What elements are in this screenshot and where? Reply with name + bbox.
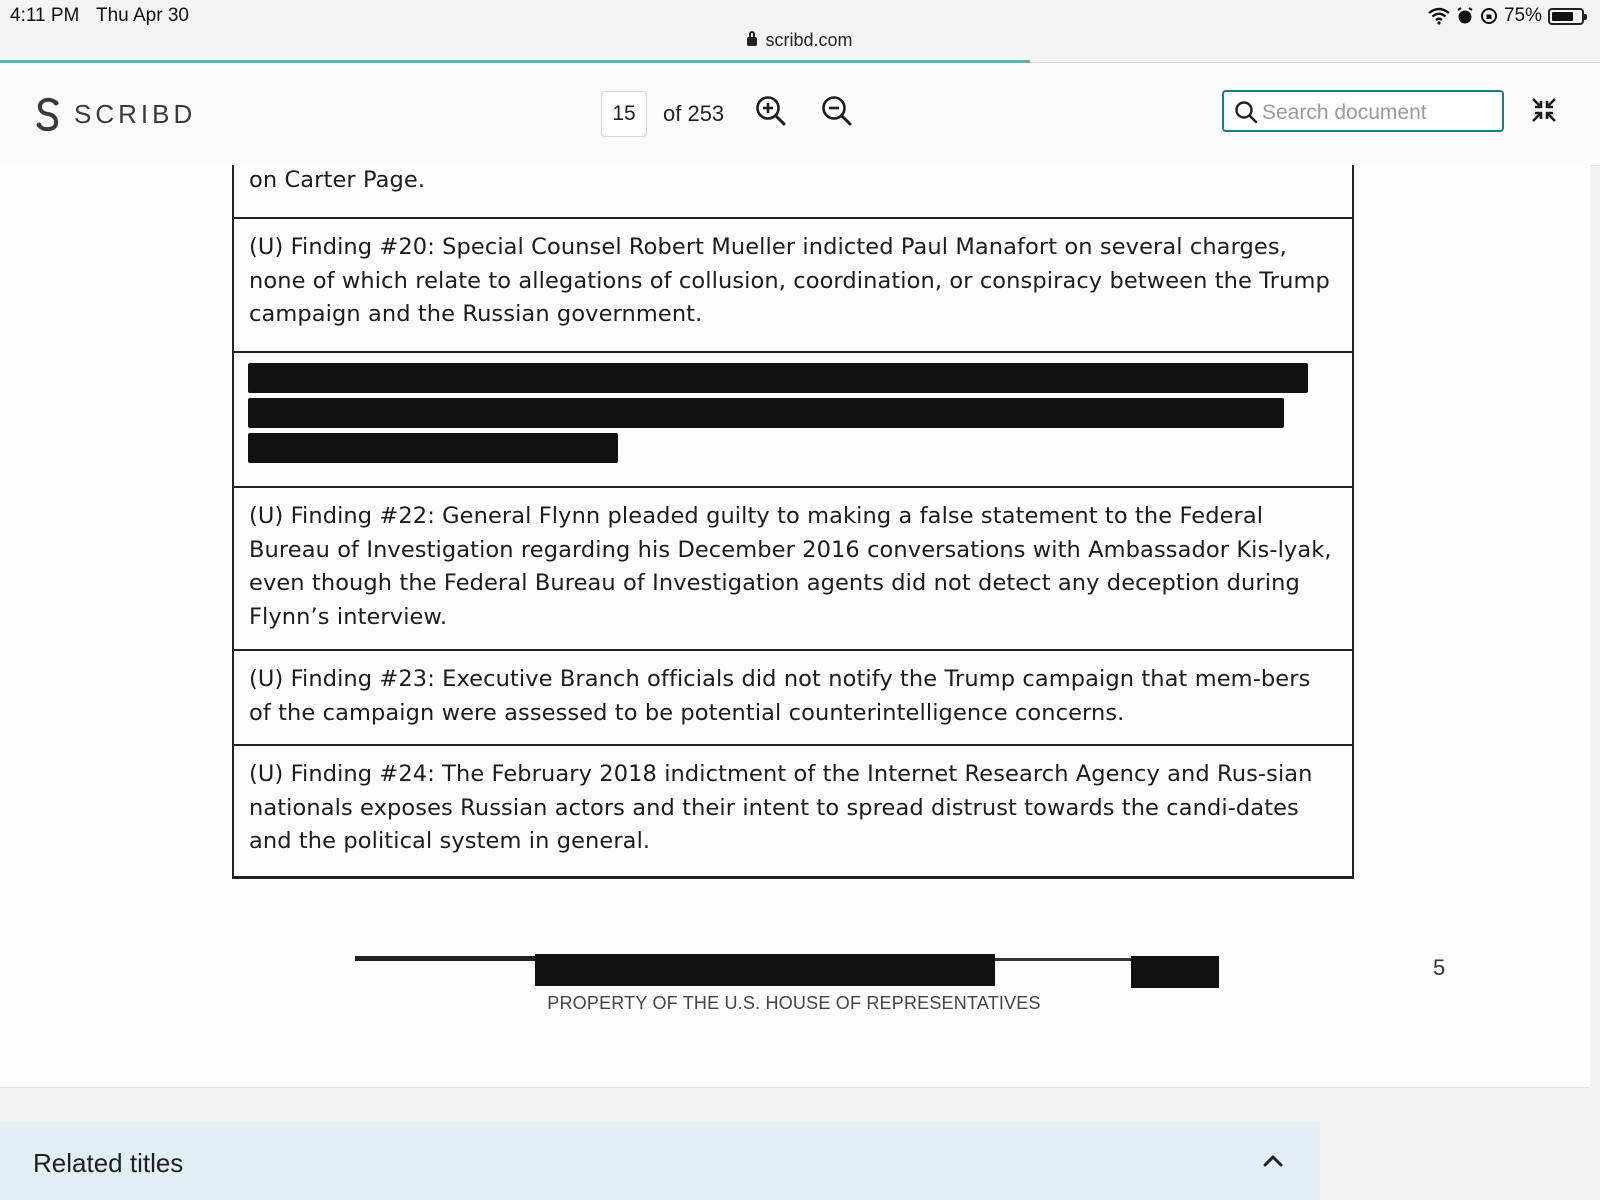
rotation-lock-icon — [1480, 7, 1498, 25]
findings-table — [232, 165, 1354, 879]
table-row — [234, 744, 1352, 876]
wifi-icon — [1428, 7, 1450, 25]
exit-fullscreen-icon[interactable] — [1530, 96, 1558, 124]
url-text: scribd.com — [765, 30, 853, 50]
row-text: on Carter Page. — [249, 167, 426, 193]
redaction-bar — [248, 398, 1284, 428]
document-page — [0, 165, 1590, 1088]
battery-fill — [1552, 12, 1573, 21]
redaction-bar — [248, 363, 1308, 393]
table-row — [234, 217, 1352, 351]
row-text: (U) Finding #20: Special Counsel Robert Mueller indicted Paul Manafort on several charges, none of which relate to allegations of collusion, coordination, or conspiracy between the Trump campaign and the Russian government. — [249, 234, 1330, 327]
document-toolbar — [0, 63, 1600, 166]
status-date: Thu Apr 30 — [96, 5, 189, 26]
lock-icon — [747, 37, 757, 46]
scribd-logo[interactable] — [34, 97, 196, 131]
footer-property-text: PROPERTY OF THE U.S. HOUSE OF REPRESENTATIVES — [547, 993, 1041, 1013]
battery-icon — [1548, 8, 1584, 25]
search-icon — [1234, 100, 1258, 124]
zoom-out-icon[interactable] — [820, 94, 854, 128]
status-time: 4:11 PM — [10, 5, 80, 26]
related-titles-heading: Related titles — [33, 1148, 184, 1178]
zoom-in-icon[interactable] — [754, 94, 788, 128]
table-row — [234, 165, 1352, 217]
table-row — [234, 486, 1352, 649]
redacted-row — [234, 351, 1352, 486]
page-number-input[interactable]: 15 — [601, 91, 647, 137]
table-row — [234, 649, 1352, 744]
classification-marking-redacted — [355, 954, 1219, 988]
row-text: (U) Finding #24: The February 2018 indictment of the Internet Research Agency and Rus-sian nationals exposes Russian actors and their intent to spread distrust towards the candi-dates and the political system in general. — [249, 761, 1313, 854]
page-number: 5 — [1433, 955, 1446, 980]
battery-percent: 75% — [1503, 5, 1542, 26]
url-bar[interactable] — [0, 30, 1600, 51]
redaction-bar — [248, 433, 618, 463]
search-input[interactable] — [1222, 90, 1504, 132]
row-text: (U) Finding #23: Executive Branch officials did not notify the Trump campaign that mem-bers of the campaign were assessed to be potential counterintelligence concerns. — [249, 666, 1311, 726]
status-icons — [1428, 5, 1584, 27]
row-text: (U) Finding #22: General Flynn pleaded guilty to making a false statement to the Federal Bureau of Investigation regarding his December 2016 conversations with Ambassador Kis-lyak, even though the Federal Bureau of Investigation agents did not detect any deception during Flynn’s interview. — [249, 503, 1332, 630]
page-total: of 253 — [663, 101, 725, 126]
search-placeholder: Search document — [1262, 101, 1427, 124]
chevron-up-icon[interactable] — [1262, 1152, 1284, 1168]
status-bar — [0, 0, 1600, 63]
alarm-icon — [1456, 7, 1474, 25]
scribd-logo-icon — [34, 97, 62, 131]
related-titles-panel[interactable] — [0, 1122, 1320, 1200]
scribd-logo-text: SCRIBD — [74, 98, 197, 129]
